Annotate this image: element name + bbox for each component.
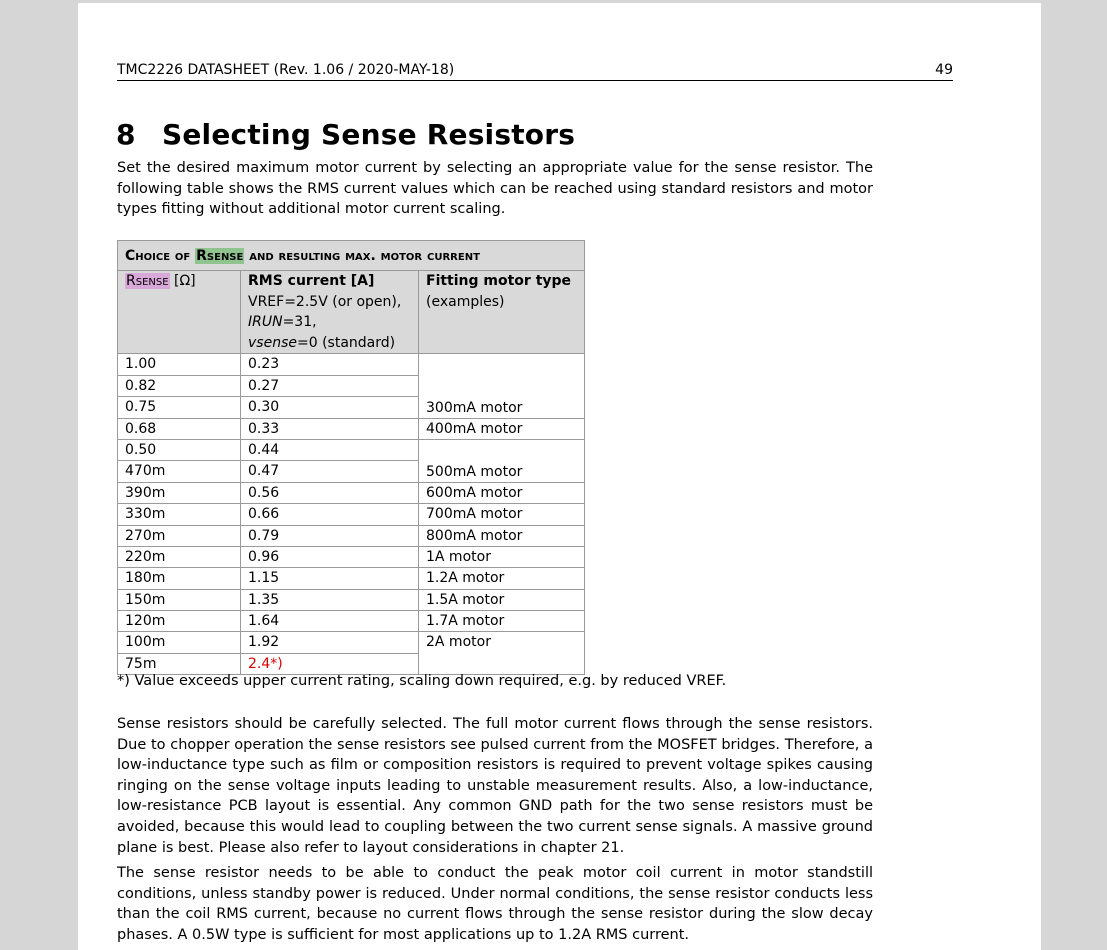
chapter-number: 8	[116, 118, 136, 151]
rms-cell: 0.66	[241, 504, 419, 525]
table-row	[118, 418, 585, 439]
rms-cell: 0.47	[241, 461, 419, 482]
motor-cell: 700mA motor	[419, 504, 585, 525]
rsense-cell: 75m	[118, 653, 241, 674]
table-row	[118, 611, 585, 632]
rsense-cell: 0.50	[118, 439, 241, 460]
rsense-cell: 150m	[118, 589, 241, 610]
table-row	[118, 632, 585, 653]
motor-cell: 1A motor	[419, 546, 585, 567]
table-footnote: *) Value exceeds upper current rating, scaling down required, e.g. by reduced VREF.	[117, 673, 727, 689]
motor-cell: 800mA motor	[419, 525, 585, 546]
rms-cell: 0.23	[241, 354, 419, 375]
table-row	[118, 504, 585, 525]
rsense-cell: 120m	[118, 611, 241, 632]
rsense-cell: 0.82	[118, 375, 241, 396]
rsense-cell: 390m	[118, 482, 241, 503]
rms-cell: 0.79	[241, 525, 419, 546]
rsense-cell: 0.68	[118, 418, 241, 439]
document-title: TMC2226 DATASHEET (Rev. 1.06 / 2020-MAY-18)	[117, 62, 455, 78]
rms-cell: 0.30	[241, 397, 419, 418]
sense-resistor-table	[117, 240, 585, 675]
col-motor-header: Fitting motor type (examples)	[419, 271, 585, 354]
rms-cell: 0.56	[241, 482, 419, 503]
table-title: Choice of RSENSE and resulting max. motor current	[118, 241, 585, 271]
rsense-cell: 0.75	[118, 397, 241, 418]
rms-cell-warning: 2.4*)	[241, 653, 419, 674]
rsense-cell: 1.00	[118, 354, 241, 375]
table-row	[118, 589, 585, 610]
rsense-highlight: RSENSE	[196, 247, 244, 264]
motor-cell: 300mA motor	[419, 354, 585, 418]
motor-cell: 1.2A motor	[419, 568, 585, 589]
table-row	[118, 439, 585, 460]
table-row	[118, 568, 585, 589]
intro-paragraph: Set the desired maximum motor current by selecting an appropriate value for the sense resistor. The following table shows the RMS current values which can be reached using standard resistors and motor types fitting without additional motor current scaling.	[117, 160, 873, 218]
rsense-cell: 270m	[118, 525, 241, 546]
table-title-row	[118, 241, 585, 271]
col-rms-header: RMS current [A] VREF=2.5V (or open), IRUN=31, vsense=0 (standard)	[241, 271, 419, 354]
rms-cell: 1.15	[241, 568, 419, 589]
page-number: 49	[935, 62, 953, 78]
rsense-cell: 100m	[118, 632, 241, 653]
motor-cell: 1.7A motor	[419, 611, 585, 632]
rms-cell: 1.35	[241, 589, 419, 610]
rms-cell: 0.27	[241, 375, 419, 396]
page-header	[117, 62, 953, 81]
table-row	[118, 546, 585, 567]
column-header-row	[118, 271, 585, 354]
rsense-cell: 470m	[118, 461, 241, 482]
table-row	[118, 525, 585, 546]
body-paragraph-1: Sense resistors should be carefully selected. The full motor current flows through the sense resistors. Due to chopper operation the sense resistors see pulsed current from the MOSFET bridges. Therefore, a low-inductance type such as film or composition resistors is required to prevent voltage spikes causing ringing on the sense voltage inputs leading to unstable measurement results. Also, a low-inductance, low-resistance PCB layout is essential. Any common GND path for the two sense resistors must be avoided, because this would lead to coupling between the two current sense signals. A massive ground plane is best. Please also refer to layout considerations in chapter 21.	[117, 716, 873, 856]
motor-cell: 1.5A motor	[419, 589, 585, 610]
motor-cell: 400mA motor	[419, 418, 585, 439]
rms-cell: 0.96	[241, 546, 419, 567]
chapter-heading	[116, 118, 575, 151]
rsense-cell: 220m	[118, 546, 241, 567]
col-rsense-header: RSENSE [Ω]	[118, 271, 241, 354]
motor-cell: 2A motor	[419, 632, 585, 675]
table-row	[118, 354, 585, 375]
motor-cell: 600mA motor	[419, 482, 585, 503]
rsense-cell: 180m	[118, 568, 241, 589]
rsense-cell: 330m	[118, 504, 241, 525]
rms-cell: 0.44	[241, 439, 419, 460]
rms-cell: 1.92	[241, 632, 419, 653]
chapter-title: Selecting Sense Resistors	[162, 118, 576, 151]
rms-cell: 1.64	[241, 611, 419, 632]
body-paragraph-2: The sense resistor needs to be able to conduct the peak motor coil current in motor standstill conditions, unless standby power is reduced. Under normal conditions, the sense resistor conducts less than the coil RMS current, because no current flows through the sense resistor during the slow decay phases. A 0.5W type is sufficient for most applications up to 1.2A RMS current.	[117, 865, 873, 943]
table-row	[118, 482, 585, 503]
rms-cell: 0.33	[241, 418, 419, 439]
motor-cell: 500mA motor	[419, 439, 585, 482]
rsense-col-highlight: RSENSE	[126, 273, 169, 289]
